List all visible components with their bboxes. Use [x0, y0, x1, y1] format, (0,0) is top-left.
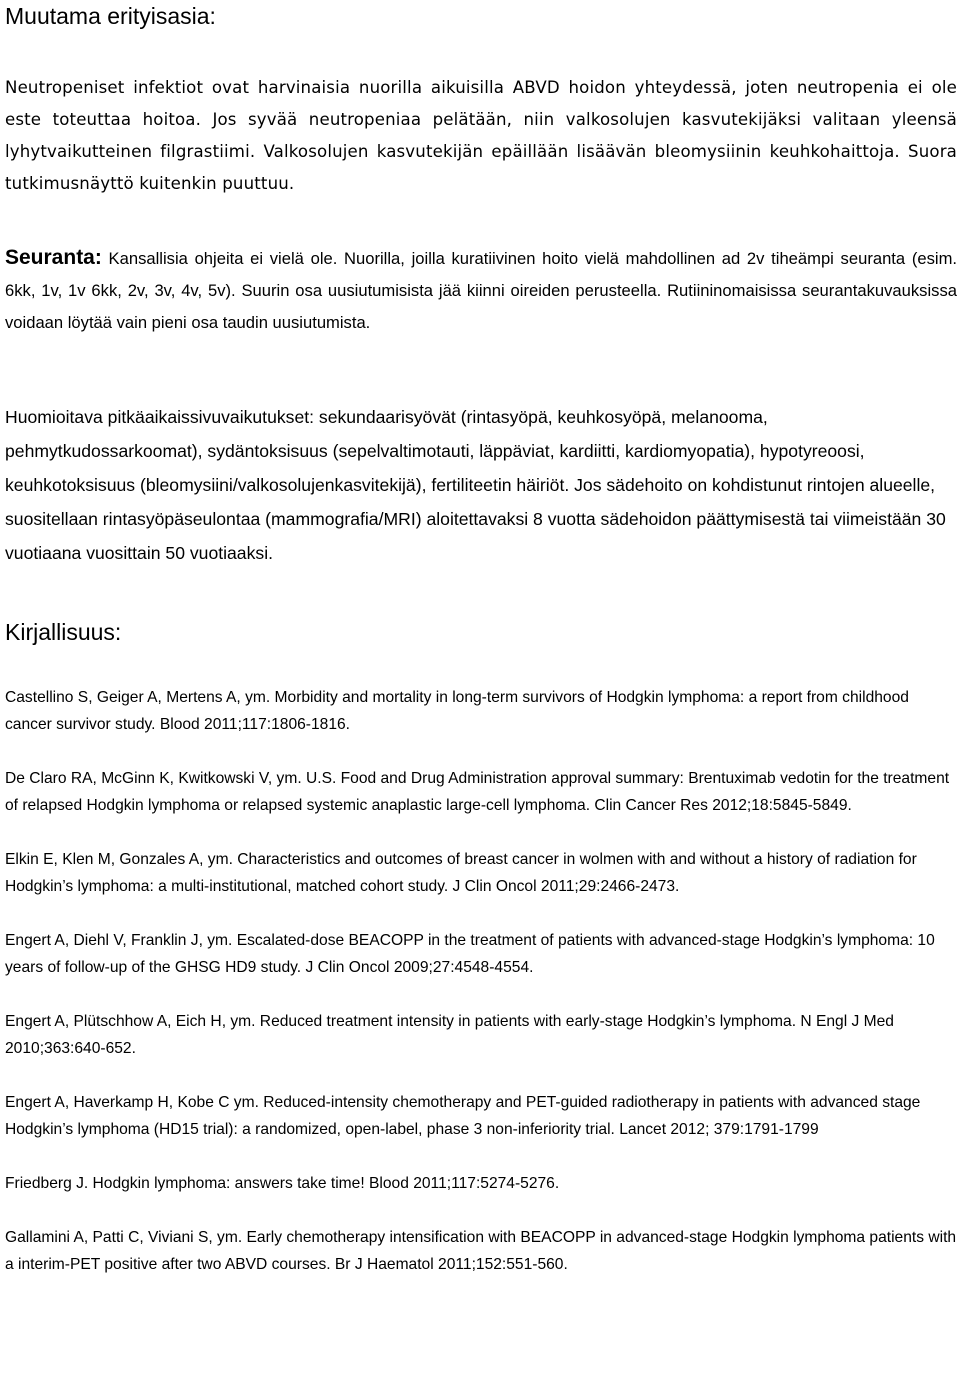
reference-item: Castellino S, Geiger A, Mertens A, ym. Morbidity and mortality in long-term survivors of Hodgkin lymphoma: a report from childhood cancer survivor study. Blood 2011;117:1806-1816.	[5, 689, 909, 733]
section-heading-special: Muutama erityisasia:	[5, 3, 216, 29]
reference-item: De Claro RA, McGinn K, Kwitkowski V, ym. U.S. Food and Drug Administration approval summary: Brentuximab vedotin for the treatment of relapsed Hodgkin lymphoma or relapsed systemic anaplastic large-cell lymphoma. Clin Cancer Res 2012;18:5845-5849.	[5, 770, 950, 814]
follow-up-text: Kansallisia ohjeita ei vielä ole. Nuorilla, joilla kuratiivinen hoito vielä mahdollinen ad 2v tiheämpi seuranta (esim. 6kk, 1v, 1v 6kk, 2v, 3v, 4v, 5v). Suurin osa uusiutumisista jää kiinni oireiden perusteella. Rutiininomaisissa seurantakuvauksissa voidaan löytää vain pieni osa taudin uusiutumista.	[5, 249, 957, 332]
section-heading-references: Kirjallisuus:	[5, 619, 122, 645]
follow-up-paragraph	[5, 242, 957, 339]
reference-item: Friedberg J. Hodgkin lymphoma: answers take time! Blood 2011;117:5274-5276.	[5, 1175, 560, 1192]
reference-item: Engert A, Diehl V, Franklin J, ym. Escalated-dose BEACOPP in the treatment of patients with advanced-stage Hodgkin’s lymphoma: 10 years of follow-up of the GHSG HD9 study. J Clin Oncol 2009;27:4548-4554.	[5, 932, 935, 976]
reference-item: Engert A, Plütschhow A, Eich H, ym. Reduced treatment intensity in patients with early-stage Hodgkin’s lymphoma. N Engl J Med 2010;363:640-652.	[5, 1013, 894, 1057]
late-effects-paragraph: Huomioitava pitkäaikaissivuvaikutukset: sekundaarisyövät (rintasyöpä, keuhkosyöpä, melanooma, pehmytkudossarkoomat), sydäntoksisuus (sepelvaltimotauti, läppäviat, kardiitti, kardiomyopatia), hypotyreoosi, keuhkotoksisuus (bleomysiini/valkosolujenkasvitekijä), fertiliteetin häiriöt. Jos sädehoito on kohdistunut rintojen alueelle, suositellaan rintasyöpäseulontaa (mammografia/MRI) aloitettavaksi 8 vuotta sädehoidon päättymisestä tai viimeistään 30 vuotiaana vuosittain 50 vuotiaaksi.	[5, 407, 946, 563]
reference-item: Elkin E, Klen M, Gonzales A, ym. Characteristics and outcomes of breast cancer in wolmen with and without a history of radiation for Hodgkin’s lymphoma: a multi-institutional, matched cohort study. J Clin Oncol 2011;29:2466-2473.	[5, 851, 917, 895]
reference-list	[5, 684, 957, 1305]
follow-up-label: Seuranta:	[5, 246, 102, 269]
reference-item: Gallamini A, Patti C, Viviani S, ym. Early chemotherapy intensification with BEACOPP in advanced-stage Hodgkin lymphoma patients with a interim-PET positive after two ABVD courses. Br J Haematol 2011;152:551-560.	[5, 1229, 957, 1273]
neutropenia-paragraph: Neutropeniset infektiot ovat harvinaisia nuorilla aikuisilla ABVD hoidon yhteydessä, joten neutropenia ei ole este toteuttaa hoitoa. Jos syvää neutropeniaa pelätään, niin valkosolujen kasvutekijäksi valitaan yleensä lyhytvaikutteinen filgrastiimi. Valkosolujen kasvutekijän epäillään lisäävän bleomysiinin keuhkohaittoja. Suora tutkimusnäyttö kuitenkin puuttuu.	[5, 78, 957, 193]
reference-item: Engert A, Haverkamp H, Kobe C ym. Reduced-intensity chemotherapy and PET-guided radiotherapy in patients with advanced stage Hodgkin’s lymphoma (HD15 trial): a randomized, open-label, phase 3 non-inferiority trial. Lancet 2012; 379:1791-1799	[5, 1094, 921, 1138]
